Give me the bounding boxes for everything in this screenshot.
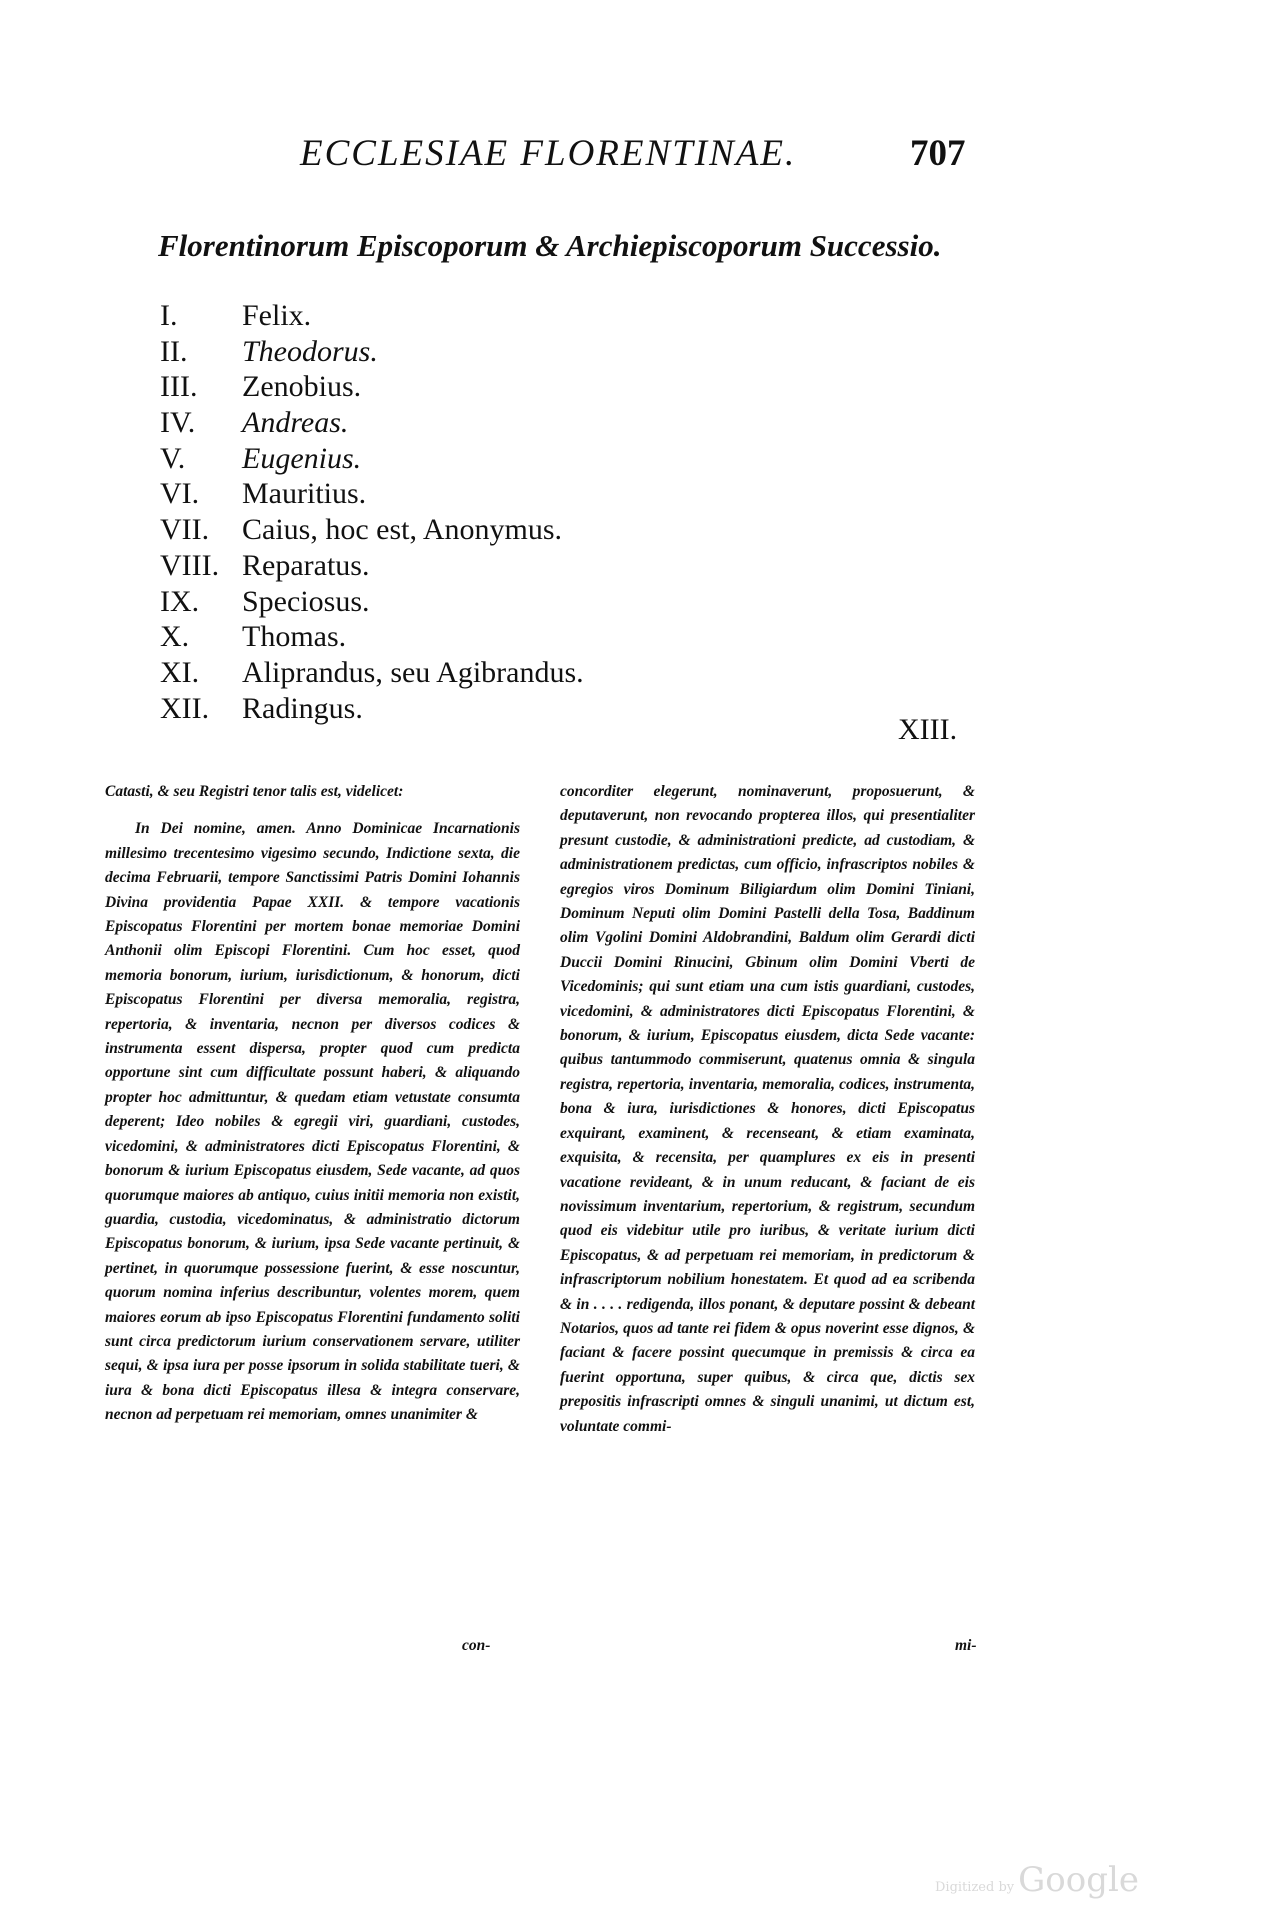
- roman-numeral: II.: [160, 334, 188, 368]
- list-item: [160, 334, 584, 370]
- roman-numeral: VI.: [160, 477, 200, 511]
- bishop-name: Zenobius.: [242, 370, 362, 404]
- roman-numeral: XI.: [160, 655, 200, 689]
- watermark-brand: Google: [1018, 1860, 1139, 1900]
- roman-numeral: IV.: [160, 406, 196, 440]
- digitization-watermark: [935, 1860, 1139, 1900]
- list-item: [160, 441, 584, 477]
- list-item: [160, 298, 584, 334]
- roman-numeral: XII.: [160, 691, 210, 725]
- left-paragraph: In Dei nomine, amen. Anno Dominicae Incarnationis millesimo trecentesimo vigesimo secundo, Indictione sexta, die decima Februarii, tempore Sanctissimi Patris Domini Iohannis Divina providentia Papae XXII. & tempore vacationis Episcopatus Florentini per mortem bonae memoriae Domini Anthonii olim Episcopi Florentini. Cum hoc esset, quod memoria bonorum, iurium, iurisdictionum, & honorum, dicti Episcopatus Florentini per diversa memoralia, registra, repertoria, & inventaria, necnon per diversos codices & instrumenta essent dispersa, propter quod cum predicta opportune sint cum difficultate possunt haberi, & aliquando propter hoc admittuntur, & quedam etiam vetustate consumta deperent; Ideo nobiles & egregii viri, guardiani, custodes, vicedomini, & administratores dicti Episcopatus Florentini, & bonorum & iurium Episcopatus eiusdem, Sede vacante, ad quos quorumque maiores ab antiquo, cuius initii memoria non existit, guardia, custodia, vicedominatus, & administratio dictorum Episcopatus bonorum, & iurium, ipsa Sede vacante pertinuit, & pertinet, in quorumque possessione fuerint, & esse noscuntur, quorum nomina inferius describuntur, volentes morem, quem maiores eorum ab ipso Episcopatus Florentini fundamento soliti sunt circa predictorum iurium conservationem servare, utiliter sequi, & ipsa iura per posse ipsorum in solida stabilitate tueri, & iura & bona dicti Episcopatus illesa & integra conservare, necnon ad perpetuam rei memoriam, omnes unanimiter &: [105, 820, 520, 1424]
- list-item: [160, 369, 584, 405]
- bishop-name: Caius, hoc est, Anonymus.: [242, 513, 562, 547]
- left-catchword: con-: [462, 1637, 491, 1654]
- list-item: [160, 619, 584, 655]
- left-column: [105, 780, 520, 1428]
- list-item: [160, 512, 584, 548]
- column-lead: Catasti, & seu Registri tenor talis est, videlicet:: [105, 783, 404, 800]
- list-item: [160, 476, 584, 512]
- right-column: [560, 780, 975, 1439]
- bishop-name: Mauritius.: [242, 477, 367, 511]
- bishop-list: [160, 298, 584, 726]
- roman-numeral: III.: [160, 370, 198, 404]
- page-number: 707: [910, 133, 966, 174]
- bishop-name: Thomas.: [242, 620, 347, 654]
- list-title: Florentinorum Episcoporum & Archiepiscoporum Successio.: [158, 228, 942, 263]
- roman-numeral: VIII.: [160, 548, 220, 582]
- bishop-name: Theodorus.: [242, 334, 378, 368]
- bishop-name: Felix.: [242, 299, 312, 332]
- list-item: [160, 584, 584, 620]
- bishop-name: Eugenius.: [242, 441, 362, 475]
- roman-numeral: X.: [160, 620, 190, 654]
- running-head: ECCLESIAE FLORENTINAE.: [300, 133, 797, 174]
- list-item: [160, 405, 584, 441]
- right-paragraph: concorditer elegerunt, nominaverunt, proposuerunt, & deputaverunt, non revocando propterea illos, qui presentialiter presunt custodie, & administrationi predicte, ad custodiam, & administrationem predictas, cum officio, infrascriptos nobiles & egregios viros Dominum Biligiardum olim Domini Tiniani, Dominum Neputi olim Domini Pastelli della Tosa, Baddinum olim Vgolini Domini Aldobrandini, Baldum olim Gerardi dicti Duccii Domini Rinucini, Gbinum olim Domini Vberti de Vicedominis; qui sunt etiam una cum istis guardiani, custodes, vicedomini, & administratores dicti Episcopatus Florentini, & bonorum, & iurium, Episcopatus eiusdem, dicta Sede vacante: quibus tantummodo commiserunt, quatenus omnia & singula registra, repertoria, inventaria, memoralia, codices, instrumenta, bona & iura, iurisdictiones & honores, dicti Episcopatus exquirant, examinent, & recenseant, & etiam examinata, exquisita, & recensita, per quamplures ex eis in presenti vacatione revideant, & in unum reducant, & faciant de eis novissimum inventarium, repertorium, & registrum, secundum quod eis videbitur utile pro iuribus, & veritate iurium dicti Episcopatus, & ad perpetuam rei memoriam, in predictorum & infrascriptorum nobilium honestatem. Et quod ad ea scribenda & in . . . . redigenda, illos ponant, & deputare possint & debeant Notarios, quos ad tante rei fidem & opus noverint esse dignos, & faciant & facere possint quecumque in premissis & circa ea fuerint opportuna, super quibus, & circa que, dictis sex prepositis infrascripti omnes & singuli unanimi, ut dictum est, voluntate commi-: [560, 783, 975, 1435]
- bishop-name: Speciosus.: [242, 584, 370, 618]
- bishop-name: Andreas.: [242, 406, 349, 440]
- roman-numeral: VII.: [160, 513, 210, 547]
- bishop-name: Radingus.: [242, 691, 363, 725]
- roman-numeral: IX.: [160, 584, 200, 618]
- list-item: [160, 691, 584, 727]
- list-item: [160, 548, 584, 584]
- roman-numeral: V.: [160, 441, 186, 475]
- bishop-name: Reparatus.: [242, 548, 370, 582]
- right-catchword: mi-: [955, 1637, 977, 1654]
- watermark-prefix: Digitized by: [935, 1880, 1015, 1895]
- continuation-numeral: XIII.: [898, 713, 958, 746]
- roman-numeral: I.: [160, 299, 178, 332]
- bishop-name: Aliprandus, seu Agibrandus.: [242, 655, 584, 689]
- list-item: [160, 655, 584, 691]
